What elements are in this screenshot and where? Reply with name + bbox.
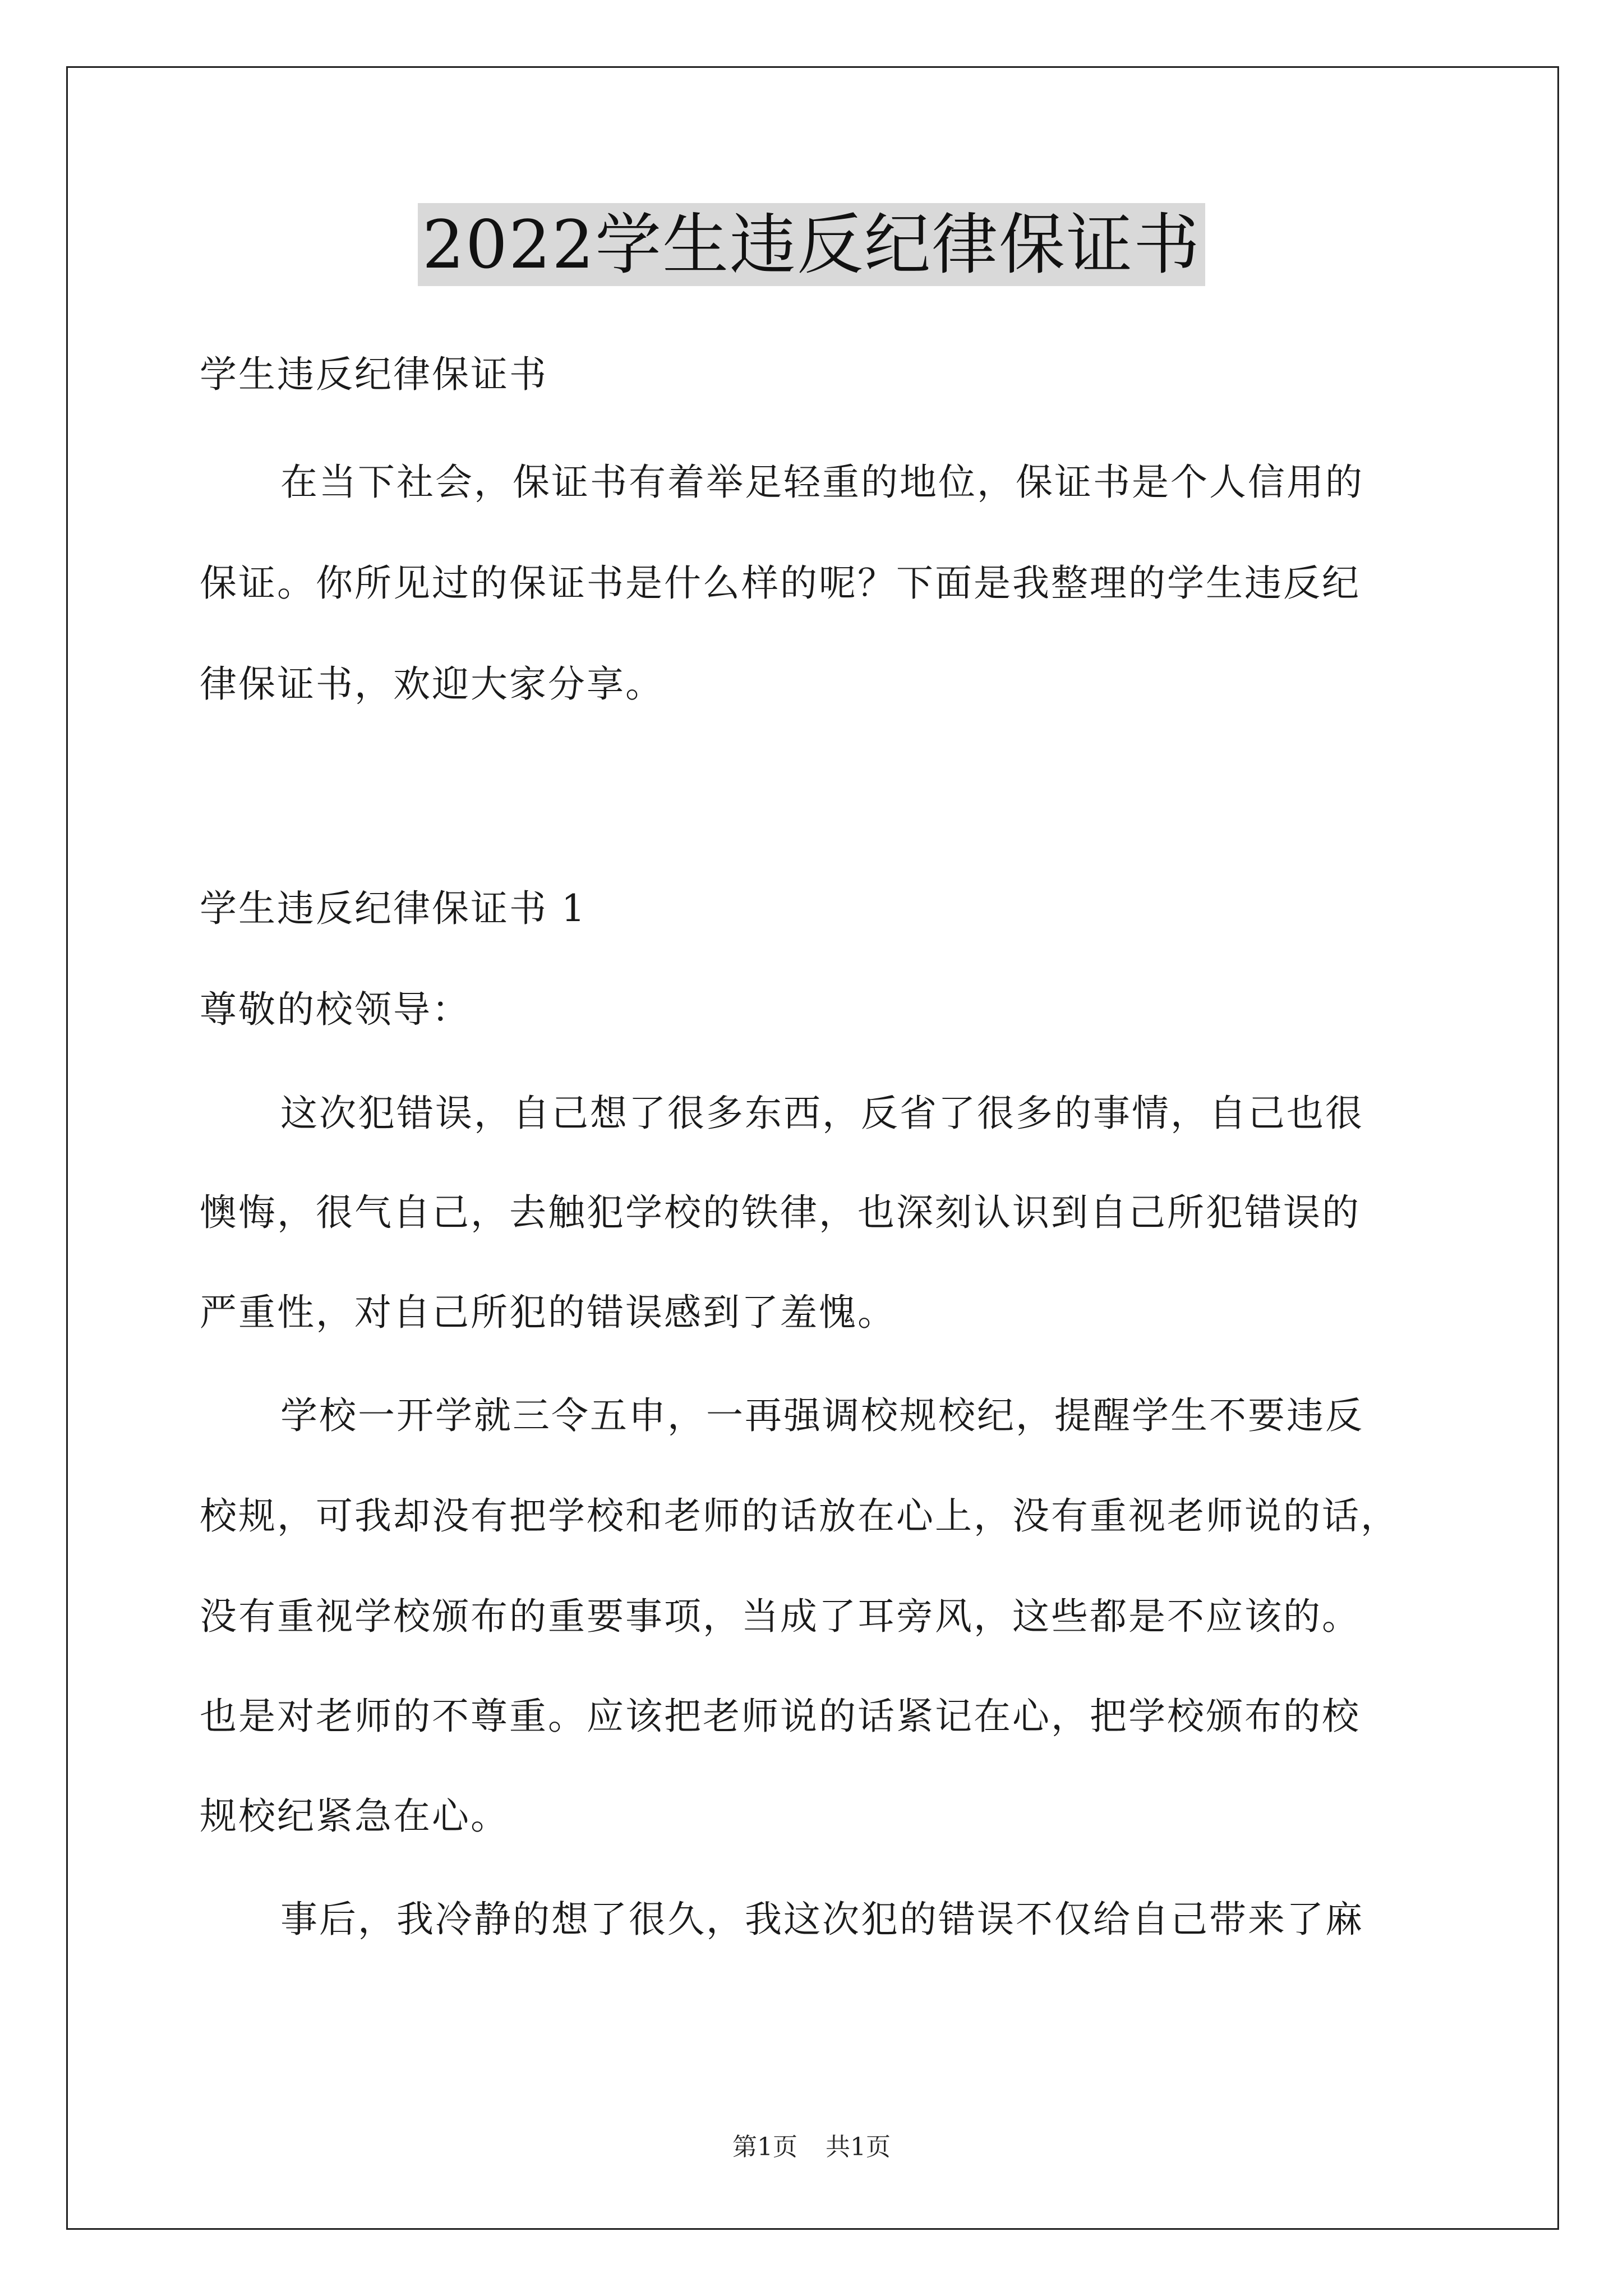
paragraph-2-line-1: 学校一开学就三令五申，一再强调校规校纪，提醒学生不要违反 <box>280 1394 1364 1437</box>
paragraph-1-line-1: 这次犯错误，自己想了很多东西，反省了很多的事情，自己也很 <box>280 1092 1364 1135</box>
intro-paragraph-line-2: 保证。你所见过的保证书是什么样的呢？下面是我整理的学生违反纪 <box>200 562 1361 605</box>
paragraph-2-line-4: 也是对老师的不尊重。应该把老师说的话紧记在心，把学校颁布的校 <box>200 1695 1361 1738</box>
title-container <box>0 203 1623 286</box>
paragraph-2-line-5: 规校纪紧急在心。 <box>200 1795 509 1838</box>
intro-paragraph-line-1: 在当下社会，保证书有着举足轻重的地位，保证书是个人信用的 <box>280 461 1364 504</box>
page-total: 共1页 <box>826 2133 891 2161</box>
subtitle: 学生违反纪律保证书 <box>200 353 548 396</box>
page-current: 第1页 <box>732 2133 797 2161</box>
paragraph-2-line-3: 没有重视学校颁布的重要事项，当成了耳旁风，这些都是不应该的。 <box>200 1595 1361 1638</box>
paragraph-1-line-3: 严重性，对自己所犯的错误感到了羞愧。 <box>200 1291 896 1334</box>
document-title: 2022学生违反纪律保证书 <box>418 203 1205 286</box>
section-heading: 学生违反纪律保证书 1 <box>200 887 587 930</box>
salutation: 尊敬的校领导： <box>200 988 471 1031</box>
paragraph-2-line-2: 校规，可我却没有把学校和老师的话放在心上，没有重视老师说的话， <box>200 1494 1399 1538</box>
intro-paragraph-line-3: 律保证书，欢迎大家分享。 <box>200 662 664 706</box>
paragraph-1-line-2: 懊悔，很气自己，去触犯学校的铁律，也深刻认识到自己所犯错误的 <box>200 1191 1361 1234</box>
paragraph-3-line-1: 事后，我冷静的想了很久，我这次犯的错误不仅给自己带来了麻 <box>280 1898 1364 1941</box>
page-footer <box>0 2132 1623 2163</box>
